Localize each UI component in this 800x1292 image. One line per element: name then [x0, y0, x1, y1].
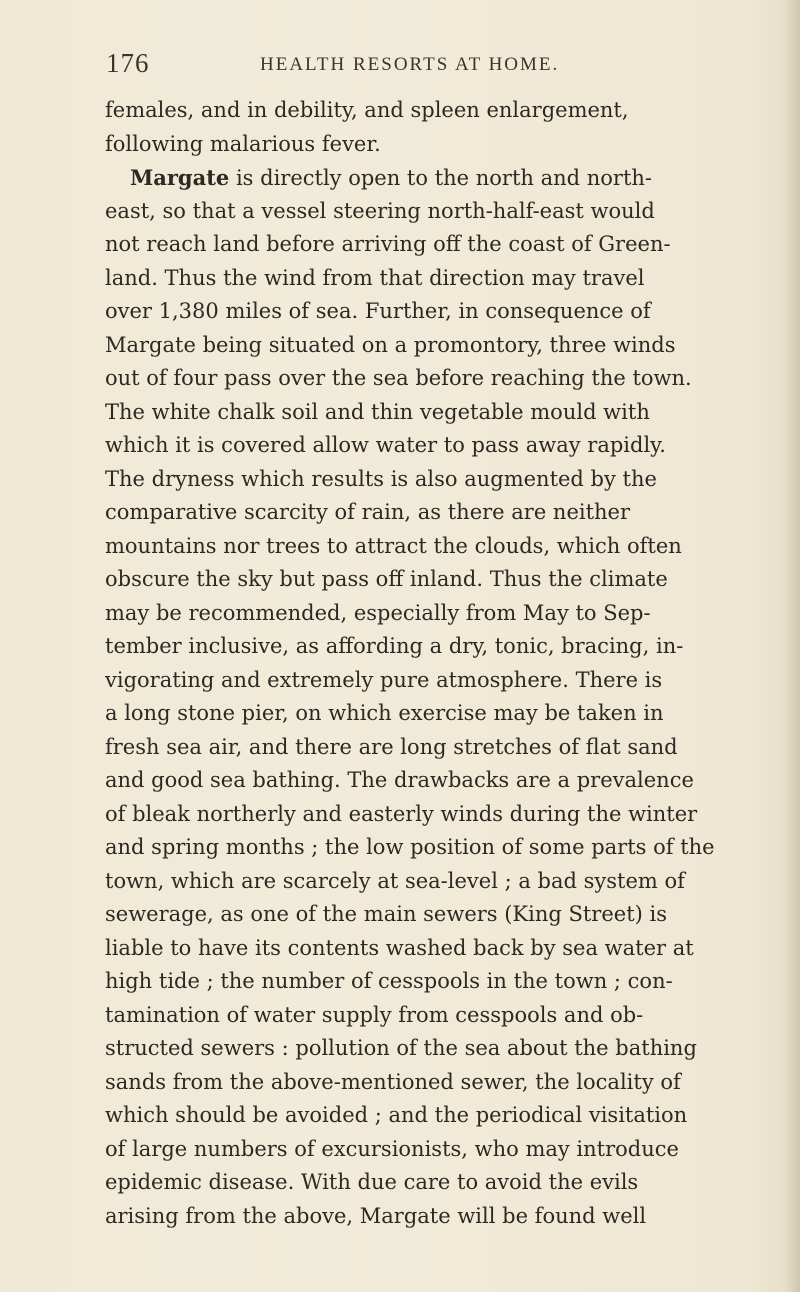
page-header — [106, 48, 766, 88]
text-line: obscure the sky but pass off inland. Thus the climate — [105, 567, 668, 591]
text-line: not reach land before arriving off the coast of Green- — [105, 232, 671, 256]
text-line: liable to have its contents washed back by sea water at — [105, 935, 694, 960]
text-line: town, which are scarcely at sea-level ; a bad system of — [105, 868, 685, 893]
text-line: tamination of water supply from cesspools and ob- — [105, 1002, 644, 1027]
text-line: tember inclusive, as affording a dry, tonic, bracing, in- — [105, 634, 684, 658]
text-line: fresh sea air, and there are long stretches of flat sand — [105, 734, 678, 759]
page-number: 176 — [106, 48, 150, 78]
text-line: sands from the above-mentioned sewer, the locality of — [105, 1069, 681, 1094]
text-line: land. Thus the wind from that direction may travel — [105, 265, 645, 290]
text-line: and spring months ; the low position of some parts of the — [105, 835, 715, 859]
text-line: east, so that a vessel steering north-half-east would — [105, 198, 655, 223]
text-line: following malarious fever. — [105, 131, 381, 156]
text-line: high tide ; the number of cesspools in the town ; con- — [105, 969, 673, 993]
text-line: epidemic disease. With due care to avoid the evils — [105, 1170, 639, 1194]
text-line — [105, 161, 785, 195]
text-line-rest: is directly open to the north and north- — [235, 166, 653, 190]
running-head: HEALTH RESORTS AT HOME. — [260, 54, 560, 75]
text-line: The white chalk soil and thin vegetable mould with — [105, 399, 650, 424]
text-line: of bleak northerly and easterly winds during the winter — [105, 801, 698, 826]
text-line: which should be avoided ; and the periodical visitation — [105, 1103, 688, 1127]
text-line: females, and in debility, and spleen enlargement, — [105, 98, 629, 122]
body-text — [105, 94, 785, 1233]
text-line: sewerage, as one of the main sewers (King Street) is — [105, 902, 667, 926]
page-edge-shadow — [786, 0, 800, 1292]
text-line: vigorating and extremely pure atmosphere. There is — [105, 667, 663, 692]
text-line: mountains nor trees to attract the clouds, which often — [105, 533, 682, 558]
text-line: out of four pass over the sea before reaching the town. — [105, 366, 692, 390]
text-line: and good sea bathing. The drawbacks are a prevalence — [105, 768, 694, 792]
text-line: The dryness which results is also augmented by the — [105, 466, 657, 491]
text-line: structed sewers : pollution of the sea about the bathing — [105, 1036, 697, 1060]
text-line: may be recommended, especially from May to Sep- — [105, 600, 651, 625]
text-line: which it is covered allow water to pass away rapidly. — [105, 433, 666, 457]
text-line: comparative scarcity of rain, as there are neither — [105, 500, 631, 524]
paragraph-lead-place-name: Margate — [130, 165, 230, 190]
text-line: of large numbers of excursionists, who may introduce — [105, 1136, 679, 1161]
text-line: arising from the above, Margate will be found well — [105, 1203, 647, 1228]
text-line: over 1,380 miles of sea. Further, in consequence of — [105, 299, 651, 323]
text-line: Margate being situated on a promontory, three winds — [105, 332, 676, 357]
text-line: a long stone pier, on which exercise may be taken in — [105, 701, 664, 725]
